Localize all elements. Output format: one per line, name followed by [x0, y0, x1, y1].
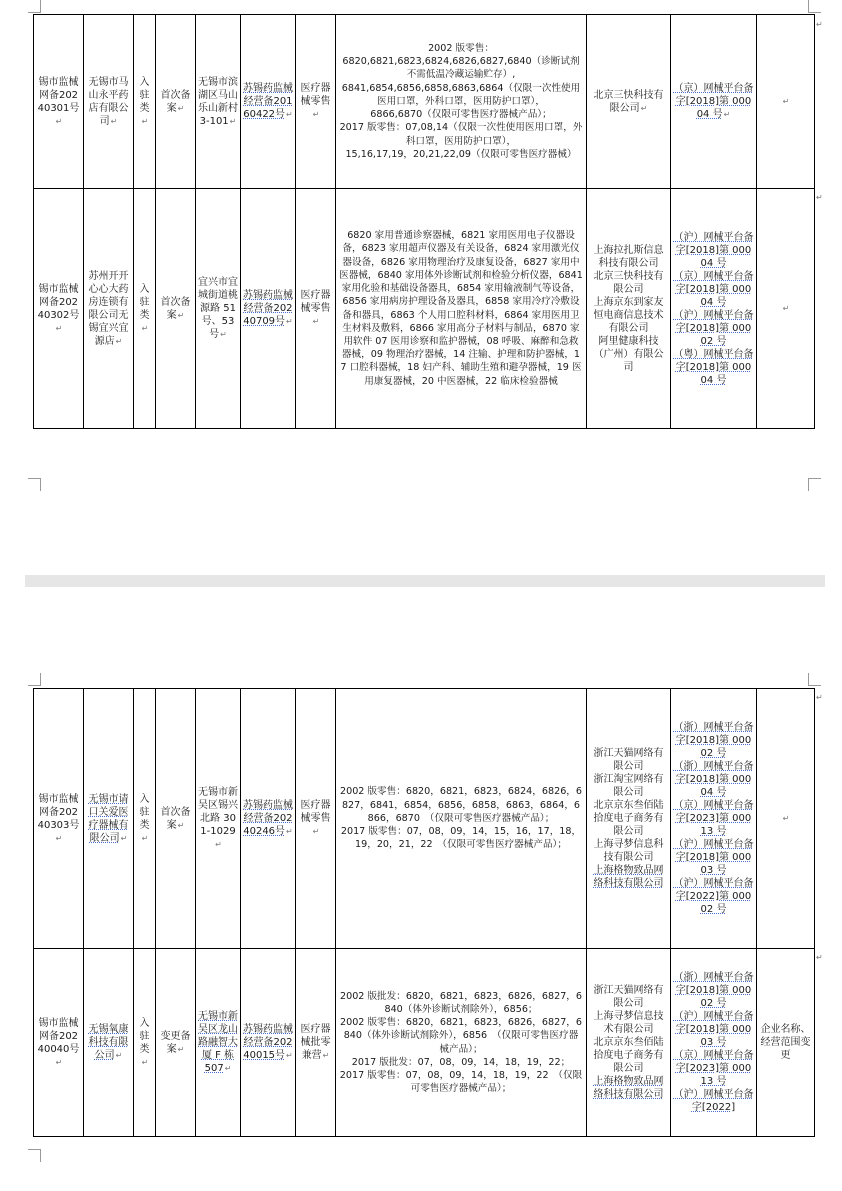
action-cell: 首次备案↵ [156, 689, 196, 949]
registration-table [33, 14, 815, 429]
row-end-mark: ↵ [816, 693, 823, 702]
mode-cell: 医疗器械零售↵ [296, 689, 336, 949]
platform-record-cell: （京）网械平台备字[2018]第 00004 号↵ [671, 15, 757, 189]
mode-cell: 医疗器械零售↵ [296, 15, 336, 189]
action-cell: 变更备案↵ [156, 949, 196, 1137]
crop-mark [28, 478, 41, 491]
license-cell: 苏锡药监械经营备20240246号↵ [241, 689, 296, 949]
table-row [34, 949, 815, 1137]
page-break [25, 575, 825, 587]
crop-mark [808, 0, 821, 13]
company-cell: 无锡市马山永平药店有限公司↵ [84, 15, 134, 189]
crop-mark [28, 0, 41, 13]
registration-table [33, 688, 815, 1137]
mode-cell: 医疗器械批零兼营↵ [296, 949, 336, 1137]
address-cell: 宜兴市宜城街道桃源路 51 号、53 号↵ [196, 189, 241, 429]
row-end-mark: ↵ [816, 20, 823, 29]
scope-cell: 2002 版零售：6820，6821，6823，6824，6826，6827，6841，6854，6856，6858，6863，6864，6866，6870 （仅限可零售医疗器械产品）； 2017 版零售：07，08，09，14，15，16，17，18，19，20，21，22 （仅限可零售医疗器械产品）； [336, 689, 587, 949]
address-cell: 无锡市新吴区锡兴北路 301-1029↵ [196, 689, 241, 949]
note-cell: ↵ [757, 15, 815, 189]
row-end-mark: ↵ [816, 953, 823, 962]
action-cell: 首次备案↵ [156, 189, 196, 429]
type-cell: 入驻类↵ [134, 949, 156, 1137]
note-cell: ↵ [757, 189, 815, 429]
platform-record-cell: （浙）网械平台备字[2018]第 00002 号 （沪）网械平台备字[2018]第 00003 号 （京）网械平台备字[2023]第 00013 号 （沪）网械平台备字[2022] [671, 949, 757, 1137]
crop-mark [808, 478, 821, 491]
row-end-mark: ↵ [816, 193, 823, 202]
company-cell: 苏州开开心心大药房连锁有限公司无锡宜兴宜源店↵ [84, 189, 134, 429]
platform-cell: 北京三快科技有限公司↵ [587, 15, 671, 189]
action-cell: 首次备案↵ [156, 15, 196, 189]
scope-cell: 2002 版批发：6820，6821，6823，6826，6827，6840（体外诊断试剂除外），6856； 2002 版零售：6820，6821，6823，6826，6827，6840（体外诊断试剂除外），6856 （仅限可零售医疗器械产品）； 2017 版批发：07，08，09，14，18，19，22； 2017 版零售：07，08，09，14，18，19，22 （仅限可零售医疗器械产品）； [336, 949, 587, 1137]
license-cell: 苏锡药监械经营备20160422号↵ [241, 15, 296, 189]
table-row [34, 189, 815, 429]
address-cell: 无锡市新吴区龙山路融智大厦 F 栋 507↵ [196, 949, 241, 1137]
crop-mark [808, 673, 821, 686]
crop-mark [28, 673, 41, 686]
record-number-cell: 锡市监械网备20240040号↵ [34, 949, 84, 1137]
platform-cell: 浙江天猫网络有限公司 浙江淘宝网络有限公司 北京京东叁佰陆拾度电子商务有限公司 上海寻梦信息科技有限公司 上海格物致品网络科技有限公司 [587, 689, 671, 949]
record-number-cell: 锡市监械网备20240301号↵ [34, 15, 84, 189]
company-cell: 无锡氧康科技有限公司↵ [84, 949, 134, 1137]
platform-record-cell: （沪）网械平台备字[2018]第 00004 号 （京）网械平台备字[2018]第 00004 号 （沪）网械平台备字[2018]第 00002 号 （粤）网械平台备字[2018]第 00004 号 [671, 189, 757, 429]
record-number-cell: 锡市监械网备20240302号↵ [34, 189, 84, 429]
license-cell: 苏锡药监械经营备20240709号↵ [241, 189, 296, 429]
type-cell: 入驻类↵ [134, 689, 156, 949]
platform-record-cell: （浙）网械平台备字[2018]第 00002 号 （浙）网械平台备字[2018]第 00004 号 （京）网械平台备字[2023]第 00013 号 （沪）网械平台备字[2018]第 00003 号 （沪）网械平台备字[2022]第 00002 号 [671, 689, 757, 949]
platform-cell: 浙江天猫网络有限公司 上海寻梦信息技术有限公司 北京京东叁佰陆拾度电子商务有限公司 上海格物致品网络科技有限公司 [587, 949, 671, 1137]
table-row [34, 689, 815, 949]
crop-mark [28, 1149, 41, 1162]
document-page-2 [0, 601, 842, 1191]
scope-cell: 2002 版零售： 6820,6821,6823,6824,6826,6827,6840（诊断试剂不需低温冷藏运输贮存）, 6841,6854,6856,6858,6863,6864（仅限一次性使用医用口罩，外科口罩，医用防护口罩）， 6866,6870（仅限可零售医疗器械产品）； 2017 版零售：07,08,14（仅限一次性使用医用口罩，外科口罩，医用防护口罩）， 15,16,17,19，20,21,22,09（仅限可零售医疗器械） [336, 15, 587, 189]
document-page-1 [0, 0, 842, 575]
license-cell: 苏锡药监械经营备20240015号↵ [241, 949, 296, 1137]
note-cell: 企业名称、经营范围变更 [757, 949, 815, 1137]
address-cell: 无锡市滨湖区马山乐山新村3-101↵ [196, 15, 241, 189]
company-cell: 无锡市请口关爱医疗器械有限公司↵ [84, 689, 134, 949]
type-cell: 入驻类↵ [134, 189, 156, 429]
platform-cell: 上海拉扎斯信息科技有限公司 北京三快科技有限公司 上海京东到家友恒电商信息技术有限公司 阿里健康科技（广州）有限公司 [587, 189, 671, 429]
mode-cell: 医疗器械零售↵ [296, 189, 336, 429]
table-row [34, 15, 815, 189]
record-number-cell: 锡市监械网备20240303号↵ [34, 689, 84, 949]
type-cell: 入驻类↵ [134, 15, 156, 189]
note-cell: ↵ [757, 689, 815, 949]
scope-cell: 6820 家用普通诊察器械，6821 家用医用电子仪器设备，6823 家用超声仪器及有关设备，6824 家用激光仪器设备，6826 家用物理治疗及康复设备，6827 家用中医器械，6840 家用体外诊断试剂和检验分析仪器，6841 家用化验和基础设备器具，6854 家用输液制气等设备，6856 家用病房护理设备及器具，6858 家用冷疗冷敷设备和器具，6863 个人用口腔科材料，6864 家用医用卫生材料及敷料，6866 家用高分子材料与制品，6870 家用软件 07 医用诊察和监护器械，08 呼吸、麻醉和急救器械，09 物理治疗器械，14 注输、护理和防护器械，17 口腔科器械，18 妇产科、辅助生殖和避孕器械，19 医用康复器械，20 中医器械，22 临床检验器械 [336, 189, 587, 429]
